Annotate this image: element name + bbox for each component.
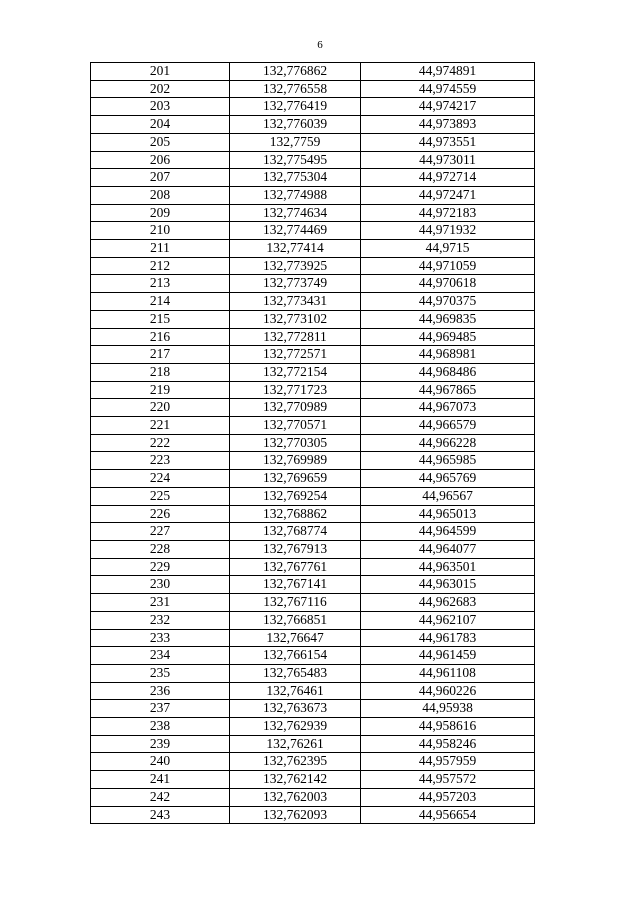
point-number-cell: 225	[91, 487, 230, 505]
table-row	[91, 788, 535, 806]
point-number-cell: 231	[91, 594, 230, 612]
longitude-cell: 132,762395	[230, 753, 361, 771]
coordinates-table-body	[91, 63, 535, 824]
longitude-cell: 132,774634	[230, 204, 361, 222]
longitude-cell: 132,767116	[230, 594, 361, 612]
point-number-cell: 201	[91, 63, 230, 81]
table-row	[91, 116, 535, 134]
table-row	[91, 186, 535, 204]
latitude-cell: 44,965985	[361, 452, 535, 470]
table-row	[91, 257, 535, 275]
latitude-cell: 44,972714	[361, 169, 535, 187]
table-row	[91, 452, 535, 470]
table-row	[91, 540, 535, 558]
point-number-cell: 211	[91, 240, 230, 258]
latitude-cell: 44,961108	[361, 664, 535, 682]
point-number-cell: 228	[91, 540, 230, 558]
table-row	[91, 98, 535, 116]
table-row	[91, 576, 535, 594]
latitude-cell: 44,962683	[361, 594, 535, 612]
latitude-cell: 44,973551	[361, 133, 535, 151]
latitude-cell: 44,966228	[361, 434, 535, 452]
latitude-cell: 44,958616	[361, 718, 535, 736]
table-row	[91, 80, 535, 98]
latitude-cell: 44,967073	[361, 399, 535, 417]
point-number-cell: 230	[91, 576, 230, 594]
latitude-cell: 44,957572	[361, 771, 535, 789]
latitude-cell: 44,968486	[361, 363, 535, 381]
table-row	[91, 735, 535, 753]
longitude-cell: 132,773749	[230, 275, 361, 293]
latitude-cell: 44,966579	[361, 417, 535, 435]
latitude-cell: 44,963015	[361, 576, 535, 594]
table-row	[91, 63, 535, 81]
point-number-cell: 238	[91, 718, 230, 736]
table-row	[91, 771, 535, 789]
point-number-cell: 239	[91, 735, 230, 753]
point-number-cell: 207	[91, 169, 230, 187]
coordinates-table	[90, 62, 535, 824]
point-number-cell: 242	[91, 788, 230, 806]
latitude-cell: 44,971932	[361, 222, 535, 240]
latitude-cell: 44,967865	[361, 381, 535, 399]
longitude-cell: 132,772811	[230, 328, 361, 346]
longitude-cell: 132,774469	[230, 222, 361, 240]
longitude-cell: 132,7759	[230, 133, 361, 151]
table-row	[91, 133, 535, 151]
table-row	[91, 594, 535, 612]
point-number-cell: 214	[91, 293, 230, 311]
longitude-cell: 132,772154	[230, 363, 361, 381]
latitude-cell: 44,973011	[361, 151, 535, 169]
longitude-cell: 132,773431	[230, 293, 361, 311]
table-row	[91, 275, 535, 293]
table-row	[91, 204, 535, 222]
longitude-cell: 132,76461	[230, 682, 361, 700]
table-row	[91, 240, 535, 258]
latitude-cell: 44,974891	[361, 63, 535, 81]
longitude-cell: 132,770989	[230, 399, 361, 417]
longitude-cell: 132,766851	[230, 611, 361, 629]
longitude-cell: 132,767141	[230, 576, 361, 594]
latitude-cell: 44,969835	[361, 310, 535, 328]
latitude-cell: 44,961459	[361, 647, 535, 665]
point-number-cell: 223	[91, 452, 230, 470]
longitude-cell: 132,775495	[230, 151, 361, 169]
latitude-cell: 44,9715	[361, 240, 535, 258]
table-row	[91, 753, 535, 771]
longitude-cell: 132,776419	[230, 98, 361, 116]
longitude-cell: 132,768774	[230, 523, 361, 541]
point-number-cell: 217	[91, 346, 230, 364]
table-row	[91, 611, 535, 629]
latitude-cell: 44,974559	[361, 80, 535, 98]
longitude-cell: 132,769254	[230, 487, 361, 505]
table-row	[91, 718, 535, 736]
latitude-cell: 44,973893	[361, 116, 535, 134]
point-number-cell: 208	[91, 186, 230, 204]
point-number-cell: 216	[91, 328, 230, 346]
longitude-cell: 132,762939	[230, 718, 361, 736]
longitude-cell: 132,762093	[230, 806, 361, 824]
longitude-cell: 132,772571	[230, 346, 361, 364]
point-number-cell: 235	[91, 664, 230, 682]
longitude-cell: 132,765483	[230, 664, 361, 682]
point-number-cell: 233	[91, 629, 230, 647]
point-number-cell: 232	[91, 611, 230, 629]
latitude-cell: 44,961783	[361, 629, 535, 647]
longitude-cell: 132,762142	[230, 771, 361, 789]
latitude-cell: 44,968981	[361, 346, 535, 364]
table-row	[91, 806, 535, 824]
point-number-cell: 221	[91, 417, 230, 435]
longitude-cell: 132,763673	[230, 700, 361, 718]
latitude-cell: 44,972471	[361, 186, 535, 204]
table-row	[91, 328, 535, 346]
table-row	[91, 700, 535, 718]
longitude-cell: 132,771723	[230, 381, 361, 399]
latitude-cell: 44,95938	[361, 700, 535, 718]
point-number-cell: 212	[91, 257, 230, 275]
table-row	[91, 417, 535, 435]
table-row	[91, 505, 535, 523]
longitude-cell: 132,770305	[230, 434, 361, 452]
latitude-cell: 44,962107	[361, 611, 535, 629]
longitude-cell: 132,776039	[230, 116, 361, 134]
table-row	[91, 399, 535, 417]
latitude-cell: 44,963501	[361, 558, 535, 576]
point-number-cell: 210	[91, 222, 230, 240]
table-row	[91, 558, 535, 576]
longitude-cell: 132,770571	[230, 417, 361, 435]
table-row	[91, 664, 535, 682]
longitude-cell: 132,767913	[230, 540, 361, 558]
latitude-cell: 44,960226	[361, 682, 535, 700]
point-number-cell: 240	[91, 753, 230, 771]
longitude-cell: 132,773925	[230, 257, 361, 275]
latitude-cell: 44,971059	[361, 257, 535, 275]
latitude-cell: 44,964599	[361, 523, 535, 541]
longitude-cell: 132,768862	[230, 505, 361, 523]
latitude-cell: 44,969485	[361, 328, 535, 346]
point-number-cell: 203	[91, 98, 230, 116]
table-row	[91, 381, 535, 399]
longitude-cell: 132,776862	[230, 63, 361, 81]
table-row	[91, 293, 535, 311]
latitude-cell: 44,957959	[361, 753, 535, 771]
point-number-cell: 224	[91, 470, 230, 488]
table-row	[91, 629, 535, 647]
point-number-cell: 222	[91, 434, 230, 452]
point-number-cell: 204	[91, 116, 230, 134]
point-number-cell: 229	[91, 558, 230, 576]
latitude-cell: 44,957203	[361, 788, 535, 806]
latitude-cell: 44,956654	[361, 806, 535, 824]
table-row	[91, 647, 535, 665]
point-number-cell: 243	[91, 806, 230, 824]
latitude-cell: 44,965769	[361, 470, 535, 488]
table-row	[91, 151, 535, 169]
longitude-cell: 132,774988	[230, 186, 361, 204]
longitude-cell: 132,773102	[230, 310, 361, 328]
longitude-cell: 132,77414	[230, 240, 361, 258]
point-number-cell: 226	[91, 505, 230, 523]
point-number-cell: 206	[91, 151, 230, 169]
point-number-cell: 234	[91, 647, 230, 665]
point-number-cell: 205	[91, 133, 230, 151]
latitude-cell: 44,972183	[361, 204, 535, 222]
point-number-cell: 218	[91, 363, 230, 381]
point-number-cell: 241	[91, 771, 230, 789]
latitude-cell: 44,96567	[361, 487, 535, 505]
point-number-cell: 209	[91, 204, 230, 222]
longitude-cell: 132,775304	[230, 169, 361, 187]
table-row	[91, 346, 535, 364]
point-number-cell: 219	[91, 381, 230, 399]
point-number-cell: 236	[91, 682, 230, 700]
point-number-cell: 215	[91, 310, 230, 328]
longitude-cell: 132,762003	[230, 788, 361, 806]
point-number-cell: 220	[91, 399, 230, 417]
point-number-cell: 227	[91, 523, 230, 541]
point-number-cell: 237	[91, 700, 230, 718]
point-number-cell: 213	[91, 275, 230, 293]
latitude-cell: 44,970375	[361, 293, 535, 311]
latitude-cell: 44,970618	[361, 275, 535, 293]
table-row	[91, 169, 535, 187]
latitude-cell: 44,974217	[361, 98, 535, 116]
table-row	[91, 487, 535, 505]
latitude-cell: 44,965013	[361, 505, 535, 523]
longitude-cell: 132,766154	[230, 647, 361, 665]
page-number: 6	[317, 39, 323, 51]
longitude-cell: 132,76647	[230, 629, 361, 647]
table-row	[91, 682, 535, 700]
table-row	[91, 222, 535, 240]
longitude-cell: 132,769659	[230, 470, 361, 488]
longitude-cell: 132,769989	[230, 452, 361, 470]
table-row	[91, 434, 535, 452]
latitude-cell: 44,958246	[361, 735, 535, 753]
longitude-cell: 132,776558	[230, 80, 361, 98]
table-row	[91, 523, 535, 541]
latitude-cell: 44,964077	[361, 540, 535, 558]
table-row	[91, 363, 535, 381]
longitude-cell: 132,767761	[230, 558, 361, 576]
longitude-cell: 132,76261	[230, 735, 361, 753]
point-number-cell: 202	[91, 80, 230, 98]
table-row	[91, 310, 535, 328]
table-row	[91, 470, 535, 488]
